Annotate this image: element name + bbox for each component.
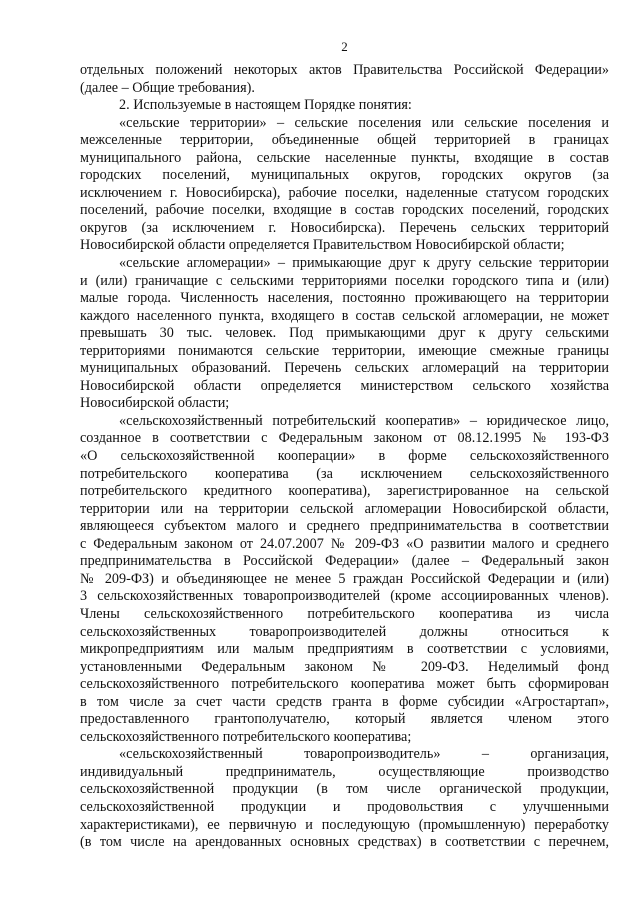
- text-line: превышать 30 тыс. человек. Под примыкающими друг к другу сельскими: [80, 325, 609, 342]
- text-line: Члены сельскохозяйственного потребительского кооператива из числа: [80, 605, 609, 622]
- text-line: установленными Федеральным законом № 209-ФЗ. Неделимый фонд: [80, 658, 609, 675]
- text-line: отдельных положений некоторых актов Правительства Российской Федерации»: [80, 62, 609, 78]
- text-line: «О сельскохозяйственной кооперации» в форме сельскохозяйственного: [80, 448, 609, 465]
- text-line: созданное в соответствии с Федеральным законом от 08.12.1995 № 193-ФЗ: [80, 430, 609, 447]
- text-line: (далее – Общие требования).: [80, 79, 255, 96]
- document-body: [80, 62, 609, 852]
- text-line: являющееся субъектом малого и среднего предпринимательства в соответствии: [80, 518, 609, 535]
- text-line: «сельскохозяйственный потребительский кооператив» – юридическое лицо,: [119, 412, 609, 429]
- text-line: и (или) граничащие с сельскими территориями поселки городского типа и (или): [80, 272, 609, 289]
- text-line: 3 сельскохозяйственных товаропроизводителей (кроме ассоциированных членов).: [80, 588, 609, 605]
- text-line: каждого населенного пункта, входящего в состав сельской агломерации, не может: [80, 307, 609, 324]
- text-line: малые города. Численность населения, постоянно проживающего на территории: [80, 290, 609, 307]
- text-line: Новосибирской области определяется Правительством Новосибирской области;: [80, 237, 565, 254]
- text-line: 2. Используемые в настоящем Порядке понятия:: [119, 97, 412, 114]
- text-line: территориями понимаются сельские территории, имеющие смежные границы: [80, 342, 609, 359]
- text-line: округов (за исключением г. Новосибирска). Перечень сельских территорий: [80, 219, 609, 236]
- text-line: с Федеральным законом от 24.07.2007 № 209-ФЗ «О развитии малого и среднего: [80, 535, 609, 552]
- text-line: предпринимательства в Российской Федерации» (далее – Федеральный закон: [80, 553, 609, 570]
- text-line: поселений, рабочие поселки, входящие в состав городских поселений, городских: [80, 202, 609, 219]
- text-line: межселенные территории, объединенные общей территорией в границах: [80, 132, 609, 149]
- text-line: «сельскохозяйственный товаропроизводитель» – организация,: [119, 746, 609, 763]
- text-line: сельскохозяйственных товаропроизводителей должны относиться к: [80, 623, 609, 640]
- text-line: «сельские агломерации» – примыкающие друг к другу сельские территории: [119, 255, 609, 272]
- text-line: сельскохозяйственной продукции (в том числе органической продукции,: [80, 781, 609, 798]
- text-line: Новосибирской области определяется министерством сельского хозяйства: [80, 377, 609, 394]
- text-line: характеристиками), ее первичную и последующую (промышленную) переработку: [80, 816, 609, 833]
- text-line: в том числе за счет части средств гранта в форме субсидии «Агростартап»,: [80, 693, 609, 710]
- text-line: муниципального района, сельские населенные пункты, входящие в состав: [80, 149, 609, 166]
- text-line: сельскохозяйственной продукции и продовольствия с улучшенными: [80, 798, 609, 815]
- text-line: предоставленного грантополучателю, который является членом этого: [80, 711, 609, 728]
- text-line: «сельские территории» – сельские поселения или сельские поселения и: [119, 114, 609, 131]
- text-line: микропредприятиям или малым предприятиям в соответствии с условиями,: [80, 641, 609, 658]
- text-line: № 209-ФЗ) и объединяющее не менее 5 граждан Российской Федерации и (или): [80, 570, 609, 587]
- text-line: территории или на территории сельской агломерации Новосибирской области,: [80, 500, 609, 517]
- text-line: сельскохозяйственного потребительского кооператива;: [80, 728, 412, 745]
- text-line: Новосибирской области;: [80, 395, 230, 412]
- text-line: (в том числе на арендованных основных средствах) в соответствии с перечнем,: [80, 834, 609, 851]
- page-number: 2: [341, 39, 348, 54]
- text-line: исключением г. Новосибирска), рабочие поселки, наделенные статусом городских: [80, 184, 609, 201]
- text-line: муниципальных образований. Перечень сельских агломераций на территории: [80, 360, 609, 377]
- text-line: городских поселений, муниципальных округов, городских округов (за: [80, 167, 609, 184]
- text-line: потребительского кооператива (за исключением сельскохозяйственного: [80, 465, 609, 482]
- text-line: сельскохозяйственного потребительского кооператива может быть сформирован: [80, 676, 609, 693]
- text-line: потребительского кредитного кооператива), зарегистрированное на сельской: [80, 483, 609, 500]
- text-line: индивидуальный предприниматель, осуществляющие производство: [80, 763, 609, 780]
